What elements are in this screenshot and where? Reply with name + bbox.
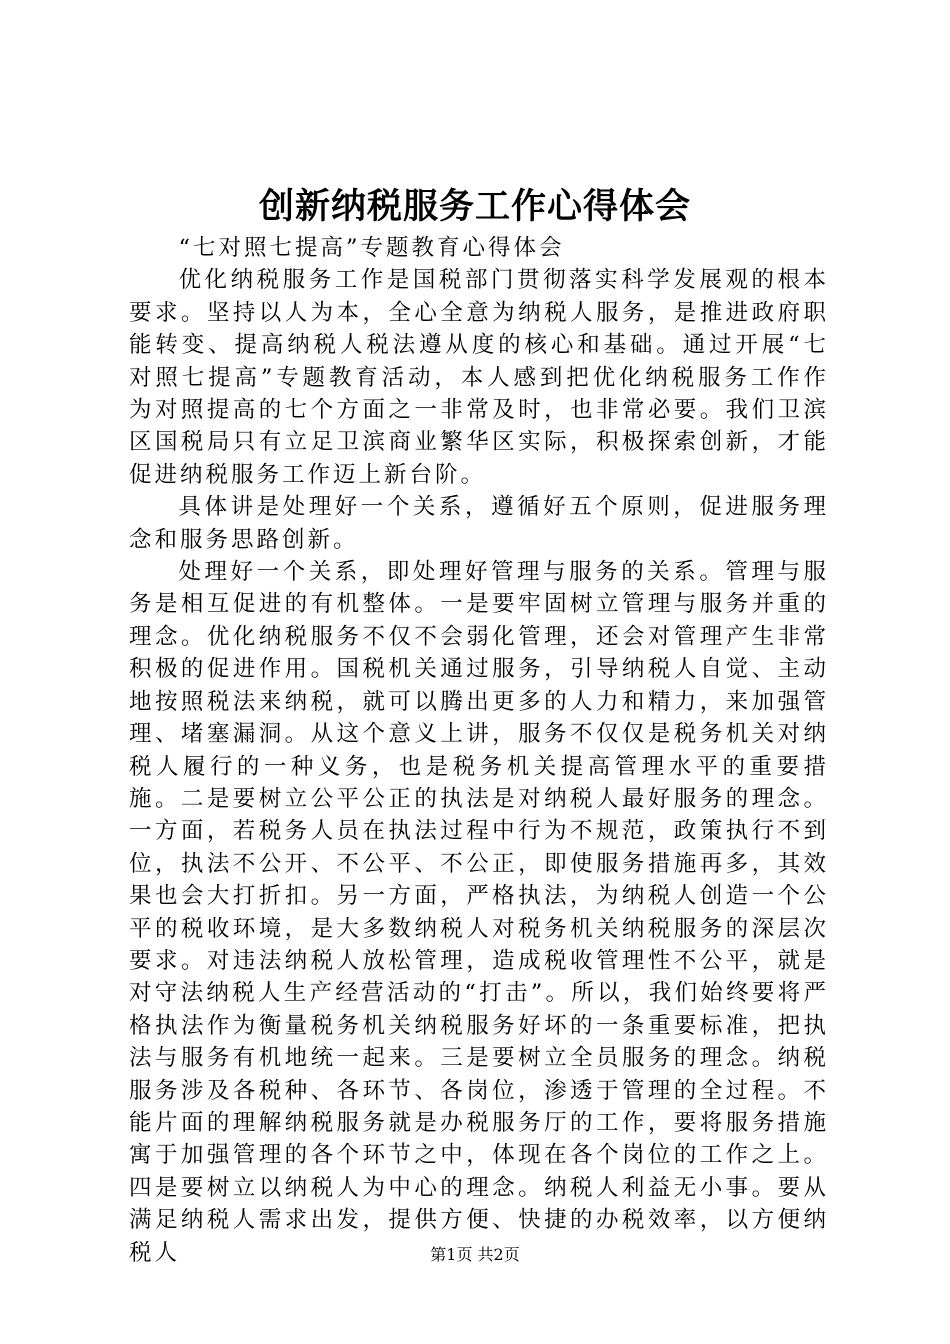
- paragraph-3: 处理好一个关系，即处理好管理与服务的关系。管理与服务是相互促进的有机整体。一是要牢固树立管理与服务并重的理念。优化纳税服务不仅不会弱化管理，还会对管理产生非常积极的促进作用。国税机关通过服务，引导纳税人自觉、主动地按照税法来纳税，就可以腾出更多的人力和精力，来加强管理、堵塞漏洞。从这个意义上讲，服务不仅仅是税务机关对纳税人履行的一种义务，也是税务机关提高管理水平的重要措施。二是要树立公平公正的执法是对纳税人最好服务的理念。一方面，若税务人员在执法过程中行为不规范，政策执行不到位，执法不公开、不公平、不公正，即使服务措施再多，其效果也会大打折扣。另一方面，严格执法，为纳税人创造一个公平的税收环境，是大多数纳税人对税务机关纳税服务的深层次要求。对违法纳税人放松管理，造成税收管理性不公平，就是对守法纳税人生产经营活动的“打击”。所以，我们始终要将严格执法作为衡量税务机关纳税服务好坏的一条重要标准，把执法与服务有机地统一起来。三是要树立全员服务的理念。纳税服务涉及各税种、各环节、各岗位，渗透于管理的全过程。不能片面的理解纳税服务就是办税服务厅的工作，要将服务措施寓于加强管理的各个环节之中，体现在各个岗位的工作之上。四是要树立以纳税人为中心的理念。纳税人利益无小事。要从满足纳税人需求出发，提供方便、快捷的办税效率，以方便纳税人: [129, 559, 829, 1266]
- paragraph-2: 具体讲是处理好一个关系，遵循好五个原则，促进服务理念和服务思路创新。: [129, 494, 829, 553]
- paragraph-1: 优化纳税服务工作是国税部门贯彻落实科学发展观的根本要求。坚持以人为本，全心全意为纳税人服务，是推进政府职能转变、提高纳税人税法遵从度的核心和基础。通过开展“七对照七提高”专题教育活动，本人感到把优化纳税服务工作作为对照提高的七个方面之一非常及时，也非常必要。我们卫滨区国税局只有立足卫滨商业繁华区实际，积极探索创新，才能促进纳税服务工作迈上新台阶。: [129, 267, 829, 488]
- page-footer: [0, 1244, 950, 1266]
- document-title: 创新纳税服务工作心得体会: [258, 186, 691, 227]
- document-body: [129, 232, 829, 1269]
- page-number: 第1页 共2页: [430, 1245, 520, 1264]
- document-subtitle: “七对照七提高”专题教育心得体会: [178, 235, 565, 261]
